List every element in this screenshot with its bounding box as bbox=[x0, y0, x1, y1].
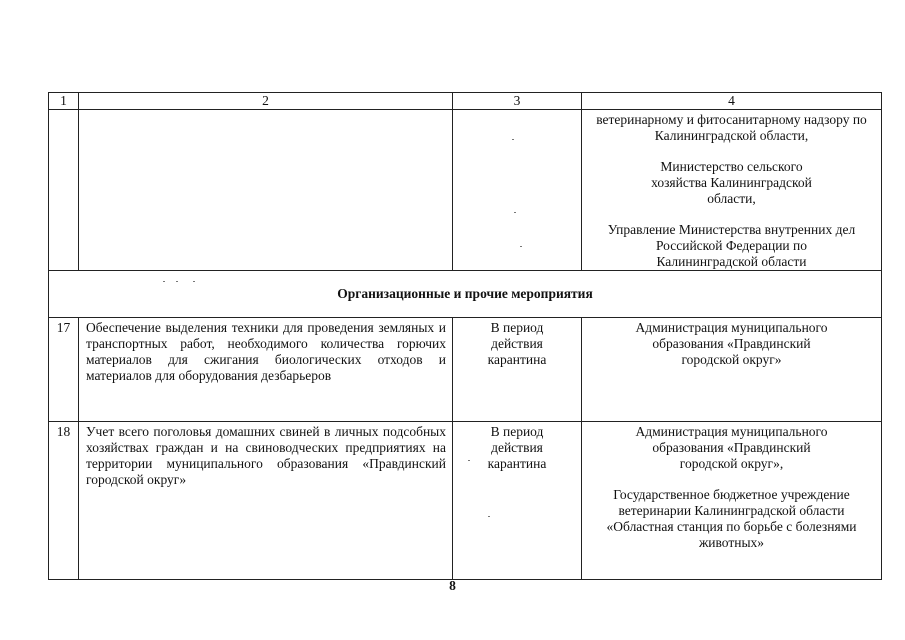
table-row bbox=[49, 318, 882, 422]
table-header-row bbox=[49, 93, 882, 110]
responsible-org: Министерство сельского хозяйства Калининградской области, bbox=[651, 159, 812, 206]
section-title: Организационные и прочие мероприятия bbox=[49, 271, 882, 318]
row-measure: Учет всего поголовья домашних свиней в личных подсобных хозяйствах граждан и на свиноводческих предприятиях на территории муниципального образования «Правдинский городской округ» bbox=[79, 422, 453, 580]
row-number: 17 bbox=[49, 318, 79, 422]
table-row-continuation bbox=[49, 110, 882, 271]
row-number: 18 bbox=[49, 422, 79, 580]
row-measure: Обеспечение выделения техники для проведения земляных и транспортных работ, необходимого количества горючих материалов для сжигания биологических отходов и материалов для оборудования дезбарьеров bbox=[79, 318, 453, 422]
cell-measure bbox=[79, 110, 453, 271]
table-row bbox=[49, 422, 882, 580]
responsible-org: Администрация муниципального образования «Правдинский городской округ» bbox=[635, 320, 828, 367]
cell-responsible bbox=[582, 110, 882, 271]
scan-speck bbox=[514, 212, 516, 213]
header-col-1: 1 bbox=[49, 93, 79, 110]
header-col-3: 3 bbox=[453, 93, 582, 110]
responsible-org: Управление Министерства внутренних дел Российской Федерации по Калининградской области bbox=[607, 222, 856, 269]
cell-num bbox=[49, 110, 79, 271]
scan-speck bbox=[488, 516, 490, 517]
row-period: В период действия карантина bbox=[453, 422, 582, 580]
scan-speck bbox=[512, 139, 514, 140]
row-responsible bbox=[582, 318, 882, 422]
row-responsible bbox=[582, 422, 882, 580]
scan-speck bbox=[468, 460, 470, 461]
responsible-org: Администрация муниципального образования «Правдинский городской округ», bbox=[635, 424, 828, 471]
cell-period bbox=[453, 110, 582, 271]
header-col-4: 4 bbox=[582, 93, 882, 110]
row-period: В период действия карантина bbox=[453, 318, 582, 422]
header-col-2: 2 bbox=[79, 93, 453, 110]
measures-table bbox=[48, 92, 882, 580]
scan-speck bbox=[176, 281, 178, 282]
page-number: 8 bbox=[449, 578, 456, 593]
responsible-org: Государственное бюджетное учреждение ветеринарии Калининградской области «Областная станция по борьбе с болезнями животных» bbox=[606, 487, 857, 550]
scan-speck bbox=[520, 246, 522, 247]
responsible-org: ветеринарному и фитосанитарному надзору по Калининградской области, bbox=[596, 112, 867, 143]
section-row bbox=[49, 271, 882, 318]
scan-speck bbox=[163, 281, 165, 282]
scan-speck bbox=[193, 281, 195, 282]
